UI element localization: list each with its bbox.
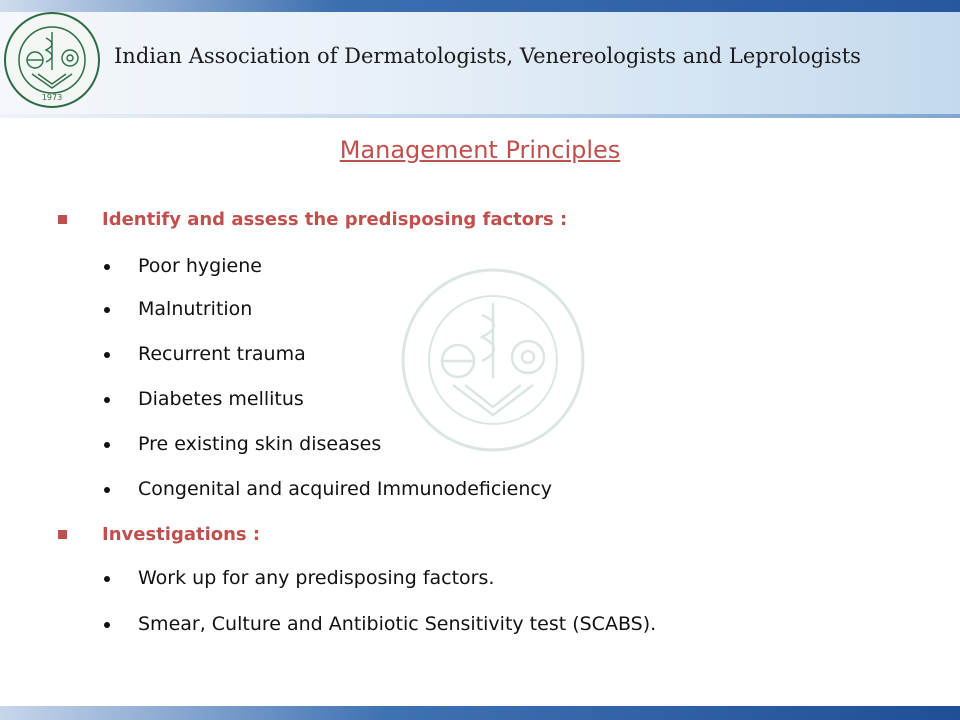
slide-title: Management Principles	[339, 136, 621, 164]
logo-watermark	[398, 263, 588, 458]
slide-header	[0, 0, 960, 118]
association-logo	[2, 10, 102, 110]
bullet-icon	[104, 307, 110, 313]
header-divider	[0, 114, 960, 118]
bullet-icon	[104, 576, 110, 582]
header-top-bar	[0, 0, 960, 12]
bullet-icon	[104, 264, 110, 270]
bullet-icon	[104, 442, 110, 448]
slide-footer-bar	[0, 706, 960, 720]
bullet-icon	[104, 487, 110, 493]
square-bullet-icon	[58, 215, 67, 224]
bullet-icon	[104, 352, 110, 358]
bullet-icon	[104, 622, 110, 628]
svg-text:1973: 1973	[41, 93, 63, 102]
square-bullet-icon	[58, 530, 67, 539]
bullet-icon	[104, 397, 110, 403]
organization-title: Indian Association of Dermatologists, Venereologists and Leprologists	[114, 44, 861, 68]
